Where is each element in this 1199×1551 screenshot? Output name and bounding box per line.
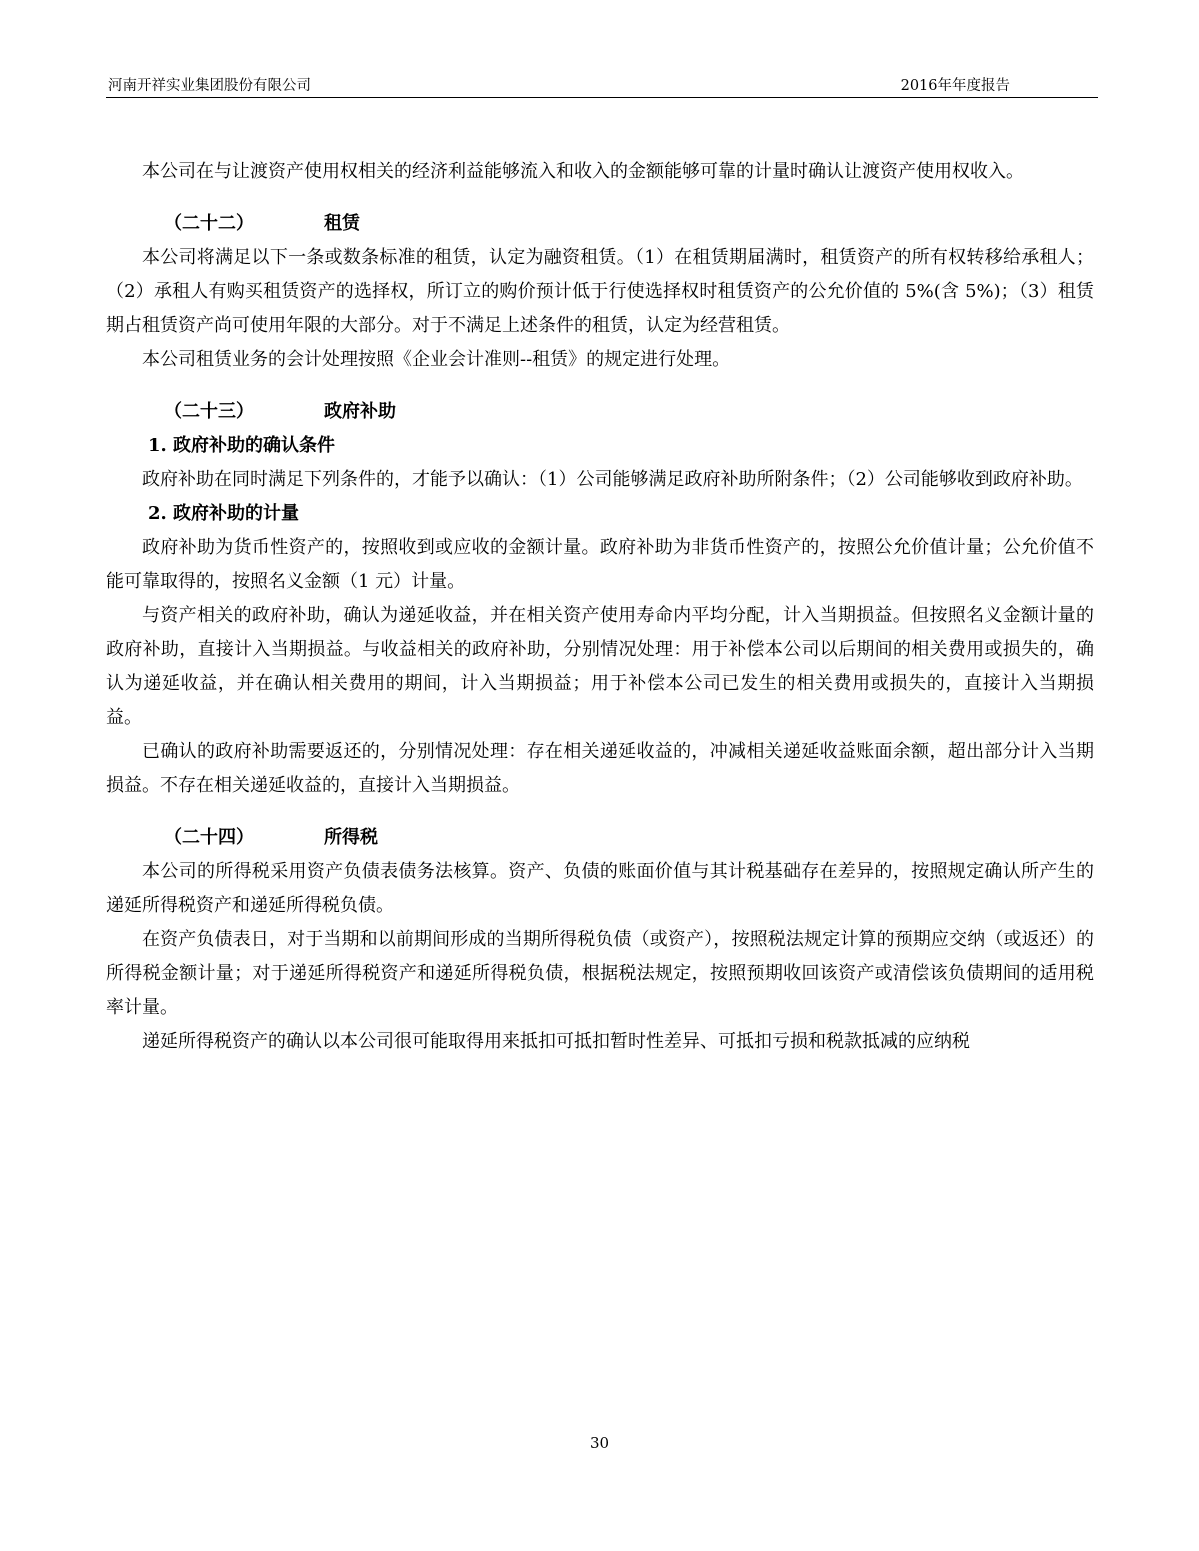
section-number: （二十四） [164, 827, 254, 848]
section-heading-government-grants [106, 395, 1094, 429]
paragraph-tax-measurement: 在资产负债表日，对于当期和以前期间形成的当期所得税负债（或资产），按照税法规定计算的预期应交纳（或返还）的所得税金额计量；对于递延所得税资产和递延所得税负债，根据税法规定，按照预期收回该资产或清偿该负债期间的适用税率计量。 [106, 929, 1094, 1018]
paragraph-grant-assets-income: 与资产相关的政府补助，确认为递延收益，并在相关资产使用寿命内平均分配，计入当期损益。但按照名义金额计量的政府补助，直接计入当期损益。与收益相关的政府补助，分别情况处理：用于补偿本公司以后期间的相关费用或损失的，确认为递延收益，并在确认相关费用的期间，计入当期损益；用于补偿本公司已发生的相关费用或损失的，直接计入当期损益。 [106, 605, 1094, 728]
paragraph-grant-refund: 已确认的政府补助需要返还的，分别情况处理：存在相关递延收益的，冲减相关递延收益账面余额，超出部分计入当期损益。不存在相关递延收益的，直接计入当期损益。 [106, 741, 1094, 796]
document-body [106, 155, 1094, 1059]
section-number: （二十三） [164, 401, 254, 422]
paragraph-tax-method: 本公司的所得税采用资产负债表债务法核算。资产、负债的账面价值与其计税基础存在差异的，按照规定确认所产生的递延所得税资产和递延所得税负债。 [106, 861, 1094, 916]
section-title: 所得税 [324, 827, 378, 848]
section-title: 政府补助 [324, 401, 396, 422]
paragraph-grant-measurement: 政府补助为货币性资产的，按照收到或应收的金额计量。政府补助为非货币性资产的，按照公允价值计量；公允价值不能可靠取得的，按照名义金额（1 元）计量。 [106, 537, 1094, 592]
section-heading-income-tax [106, 821, 1094, 855]
header-report-title: 2016年年度报告 [900, 78, 1010, 94]
paragraph-lease-accounting: 本公司租赁业务的会计处理按照《企业会计准则--租赁》的规定进行处理。 [142, 349, 731, 370]
paragraph-intro: 本公司在与让渡资产使用权相关的经济利益能够流入和收入的金额能够可靠的计量时确认让渡资产使用权收入。 [142, 161, 1024, 182]
paragraph-grant-recognition: 政府补助在同时满足下列条件的，才能予以确认：（1）公司能够满足政府补助所附条件；（2）公司能够收到政府补助。 [142, 469, 1083, 490]
page-number: 30 [589, 1434, 610, 1452]
header-company-name: 河南开祥实业集团股份有限公司 [108, 78, 311, 94]
paragraph-deferred-tax-assets: 递延所得税资产的确认以本公司很可能取得用来抵扣可抵扣暂时性差异、可抵扣亏损和税款抵减的应纳税 [142, 1031, 970, 1052]
header-divider [106, 97, 1098, 98]
subsection-heading-recognition: 1. 政府补助的确认条件 [148, 435, 336, 456]
section-title: 租赁 [324, 213, 360, 234]
section-number: （二十二） [164, 213, 254, 234]
section-heading-lease [106, 207, 1094, 241]
paragraph-lease-criteria: 本公司将满足以下一条或数条标准的租赁，认定为融资租赁。（1）在租赁期届满时，租赁资产的所有权转移给承租人；（2）承租人有购买租赁资产的选择权，所订立的购价预计低于行使选择权时租赁资产的公允价值的 5%(含 5%)；（3）租赁期占租赁资产尚可使用年限的大部分。对于不满足上述条件的租赁，认定为经营租赁。 [106, 247, 1094, 336]
subsection-heading-measurement: 2. 政府补助的计量 [148, 503, 300, 524]
page-header [106, 74, 1098, 98]
